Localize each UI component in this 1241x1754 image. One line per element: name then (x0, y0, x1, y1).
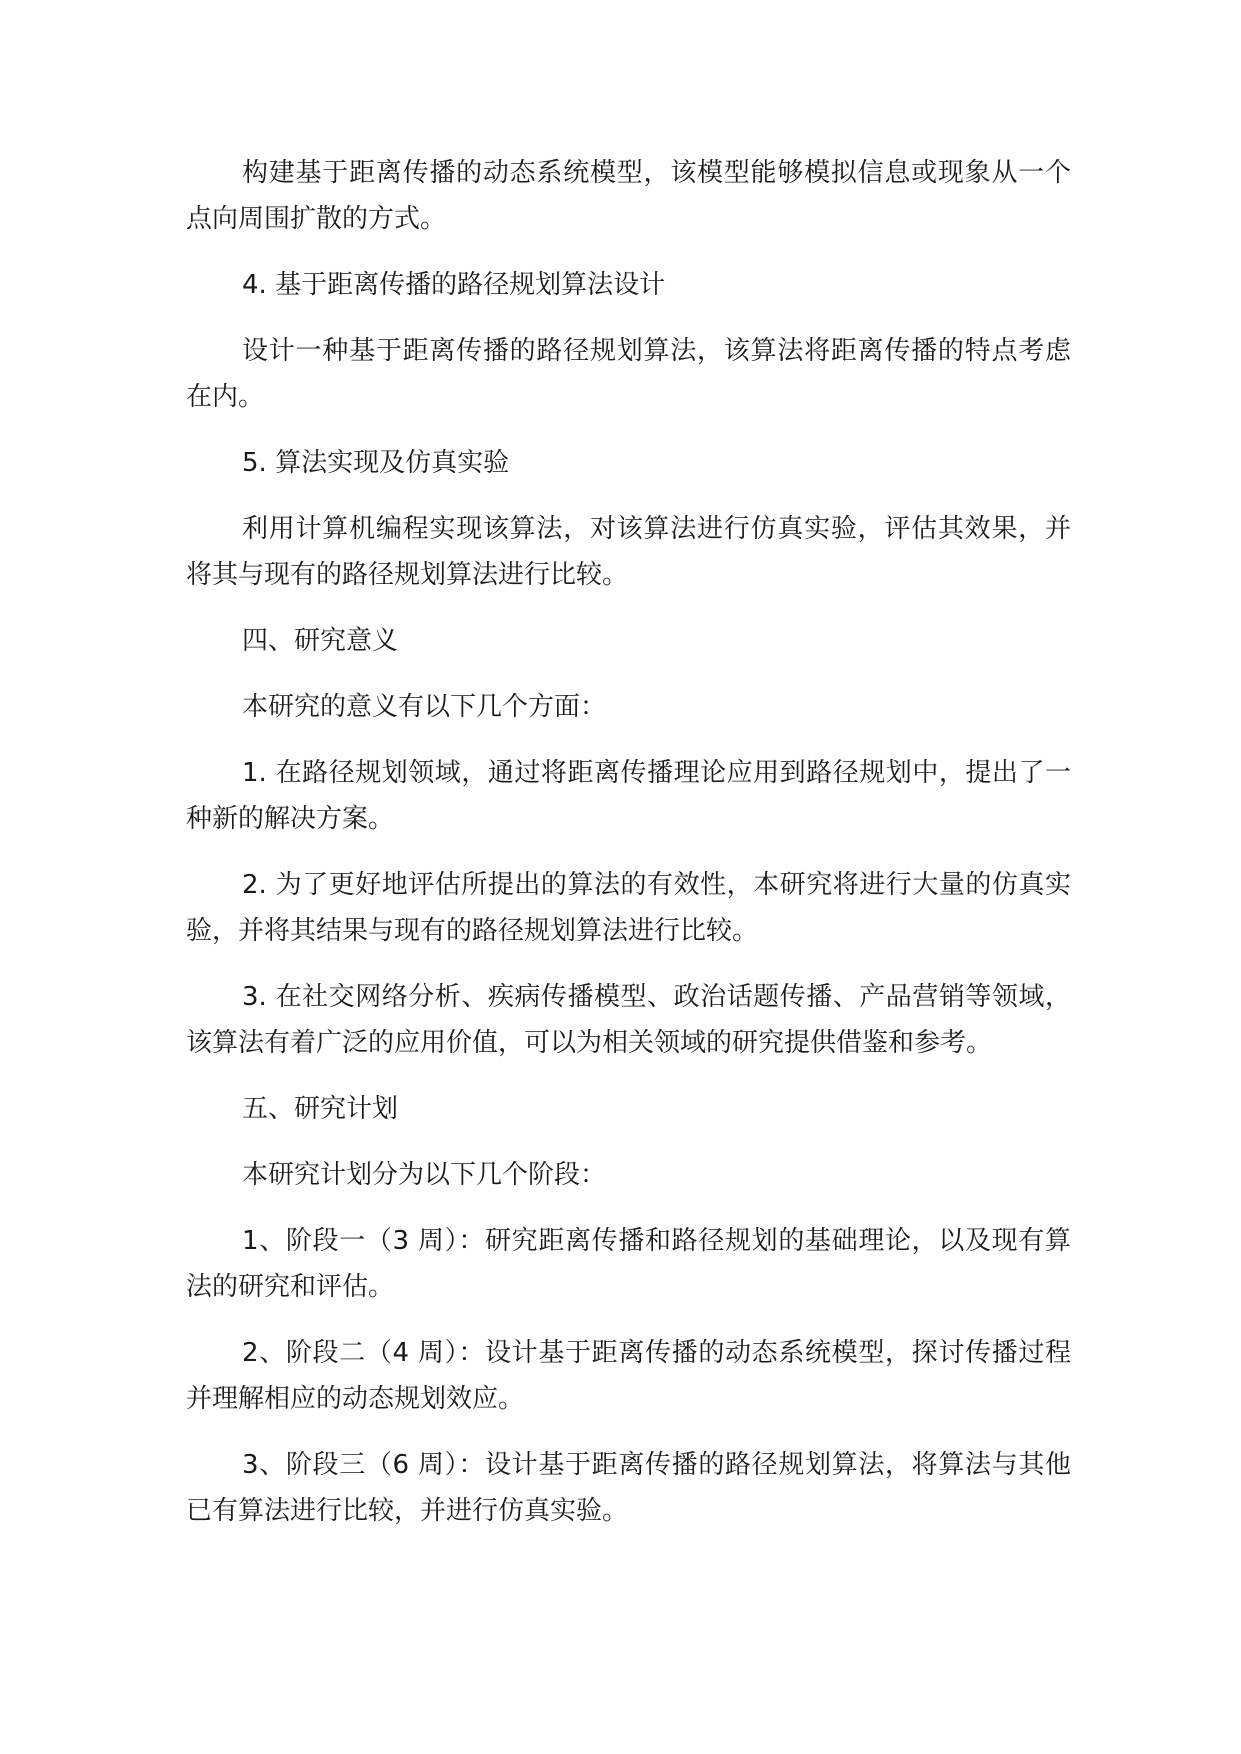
list-item-significance-3: 3. 在社交网络分析、疾病传播模型、政治话题传播、产品营销等领域，该算法有着广泛的应用价值，可以为相关领域的研究提供借鉴和参考。 (186, 982, 1071, 1058)
list-item-stage-1: 1、阶段一（3 周）：研究距离传播和路径规划的基础理论，以及现有算法的研究和评估。 (186, 1226, 1071, 1302)
paragraph-plan-intro: 本研究计划分为以下几个阶段： (242, 1160, 607, 1190)
list-item-stage-2: 2、阶段二（4 周）：设计基于距离传播的动态系统模型，探讨传播过程并理解相应的动态规划效应。 (186, 1338, 1071, 1414)
section-heading-plan: 五、研究计划 (242, 1094, 399, 1124)
paragraph-algorithm-design: 设计一种基于距离传播的路径规划算法，该算法将距离传播的特点考虑在内。 (186, 336, 1071, 412)
document-body (186, 150, 1071, 1554)
list-item-stage-3: 3、阶段三（6 周）：设计基于距离传播的路径规划算法，将算法与其他已有算法进行比较，并进行仿真实验。 (186, 1450, 1071, 1526)
paragraph-implementation: 利用计算机编程实现该算法，对该算法进行仿真实验，评估其效果，并将其与现有的路径规划算法进行比较。 (186, 514, 1071, 590)
paragraph-model-description: 构建基于距离传播的动态系统模型，该模型能够模拟信息或现象从一个点向周围扩散的方式。 (186, 158, 1071, 234)
paragraph-significance-intro: 本研究的意义有以下几个方面： (242, 692, 607, 722)
section-heading-4: 4. 基于距离传播的路径规划算法设计 (242, 270, 666, 300)
section-heading-5: 5. 算法实现及仿真实验 (242, 448, 510, 478)
list-item-significance-2: 2. 为了更好地评估所提出的算法的有效性，本研究将进行大量的仿真实验，并将其结果与现有的路径规划算法进行比较。 (186, 870, 1071, 946)
list-item-significance-1: 1. 在路径规划领域，通过将距离传播理论应用到路径规划中，提出了一种新的解决方案。 (186, 758, 1071, 834)
section-heading-significance: 四、研究意义 (242, 626, 399, 656)
